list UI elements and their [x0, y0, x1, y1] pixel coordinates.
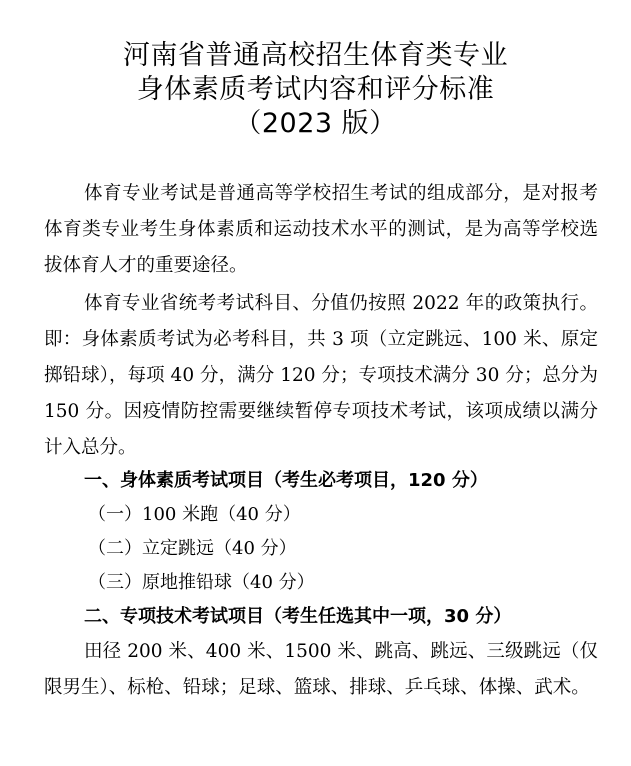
section-1-heading: 一、身体素质考试项目（考生必考项目，120 分） [84, 470, 488, 491]
section-2-content: 田径 200 米、400 米、1500 米、跳高、跳远、三级跳远（仅限男生）、标枪、铅球；足球、篮球、排球、乒乓球、体操、武术。 [44, 641, 598, 698]
intro-paragraph: 体育专业考试是普通高等学校招生考试的组成部分，是对报考体育类专业考生身体素质和运动技术水平的测试，是为高等学校选拔体育人才的重要途径。 [44, 183, 598, 276]
document-title-line-1: 河南省普通高校招生体育类专业 [123, 40, 508, 71]
section-1-item-long-jump: （二）立定跳远（40 分） [88, 538, 297, 559]
section-1-item-100m: （一）100 米跑（40 分） [88, 504, 301, 525]
section-2-heading: 二、专项技术考试项目（考生任选其中一项，30 分） [84, 606, 512, 627]
document-title-line-2: 身体素质考试内容和评分标准 [136, 74, 495, 105]
policy-paragraph: 体育专业省统考考试科目、分值仍按照 2022 年的政策执行。即：身体素质考试为必考科目，共 3 项（立定跳远、100 米、原定掷铅球），每项 40 分，满分 120 分；专项技术满分 30 分；总分为 150 分。因疫情防控需要继续暂停专项技术考试，该项成绩以满分计入总分。 [44, 293, 598, 458]
document-title-version: （2023 版） [234, 108, 397, 139]
section-1-item-shot-put: （三）原地推铅球（40 分） [88, 572, 315, 593]
